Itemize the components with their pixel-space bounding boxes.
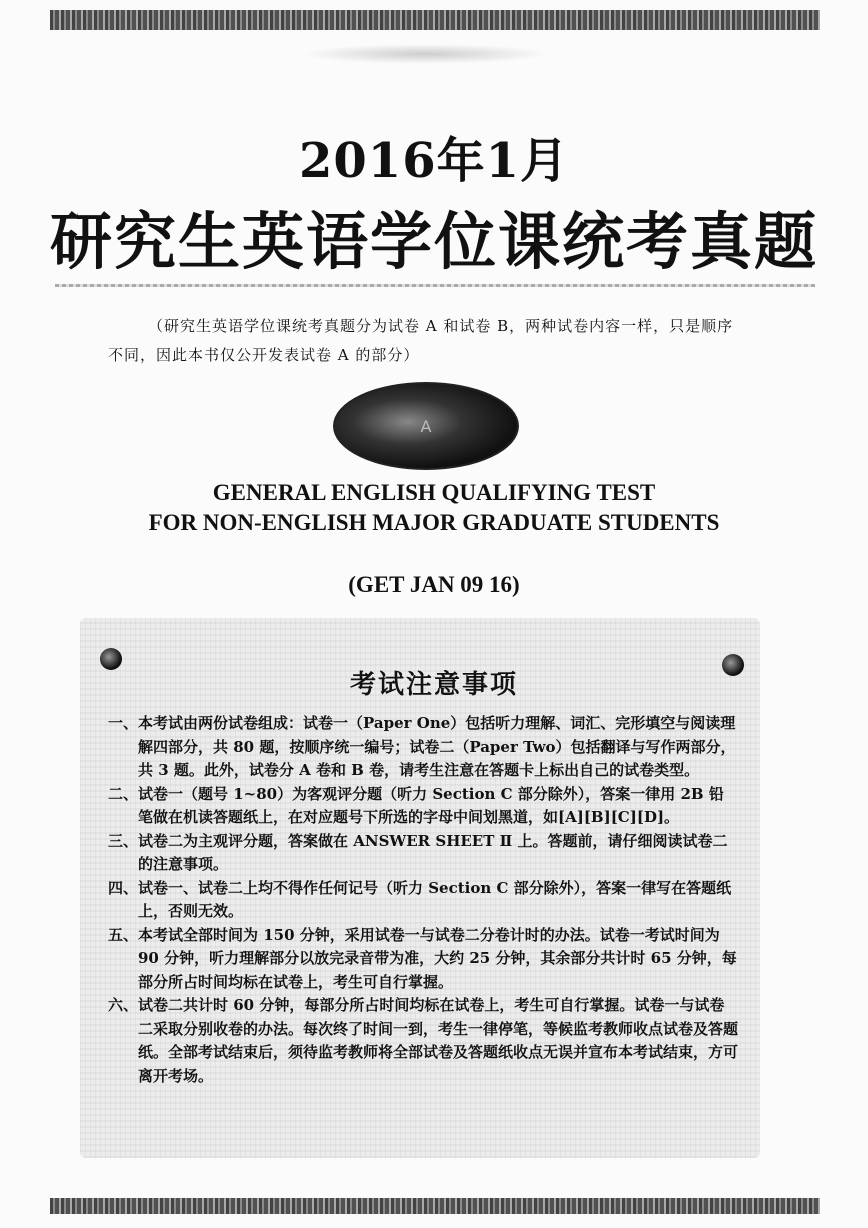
test-code: (GET JAN 09 16) [348, 572, 520, 597]
notice-item-number: 五、 [108, 925, 139, 944]
notice-item-text: 试卷二为主观评分题，答案做在 ANSWER SHEET Ⅱ 上。答题前，请仔细阅读试卷二的注意事项。 [138, 831, 728, 873]
notice-item-3 [108, 830, 738, 877]
notice-item-4 [108, 877, 738, 924]
scan-edge-bottom [50, 1198, 820, 1214]
title-rule [55, 284, 815, 287]
page-title: 研究生英语学位课统考真题 [49, 205, 818, 278]
english-title-line1: GENERAL ENGLISH QUALIFYING TEST [212, 480, 656, 505]
notice-item-text: 试卷一（题号 1~80）为客观评分题（听力 Section C 部分除外），答案一律用 2B 铅笔做在机读答题纸上，在对应题号下所选的字母中间划黑道，如[A][B][C][D]。 [138, 784, 724, 826]
notice-item-6 [108, 994, 738, 1088]
notice-title: 考试注意事项 [349, 670, 518, 700]
english-title-line2: FOR NON-ENGLISH MAJOR GRADUATE STUDENTS [148, 510, 720, 535]
notice-item-number: 四、 [108, 878, 139, 897]
notice-items [108, 712, 738, 1088]
scan-edge-top [50, 10, 820, 30]
notice-item-text: 试卷二共计时 60 分钟，每部分所占时间均标在试卷上，考生可自行掌握。试卷一与试卷二采取分别收卷的办法。每次终了时间一到，考生一律停笔，等候监考教师收点试卷及答题纸。全部考试结束后，须待监考教师将全部试卷及答题纸收点无误并宣布本考试结束，方可离开考场。 [138, 996, 739, 1085]
scan-smudge [300, 44, 550, 64]
intro-note: （研究生英语学位课统考真题分为试卷 A 和试卷 B，两种试卷内容一样，只是顺序不同，因此本书仅公开发表试卷 A 的部分） [108, 317, 734, 364]
notice-item-5 [108, 924, 738, 995]
notice-item-text: 本考试由两份试卷组成：试卷一（Paper One）包括听力理解、词汇、完形填空与阅读理解四部分，共 80 题，按顺序统一编号；试卷二（Paper Two）包括翻译与写作两部分，共 3 题。此外，试卷分 A 卷和 B 卷，请考生注意在答题卡上标出自己的试卷类型。 [138, 714, 736, 779]
notice-item-text: 试卷一、试卷二上均不得作任何记号（听力 Section C 部分除外），答案一律写在答题纸上，否则无效。 [138, 878, 732, 920]
notice-item-text: 本考试全部时间为 150 分钟，采用试卷一与试卷二分卷计时的办法。试卷一考试时间为 90 分钟，听力理解部分以放完录音带为准，大约 25 分钟，其余部分共计时 65 分钟，每部分所占时间均标在试卷上，考生可自行掌握。 [138, 925, 737, 991]
notice-item-2 [108, 783, 738, 830]
paper-type-badge [333, 382, 519, 470]
notice-item-1 [108, 712, 738, 783]
notice-item-number: 二、 [108, 784, 139, 803]
notice-item-number: 三、 [108, 831, 139, 850]
notice-item-number: 六、 [108, 996, 139, 1014]
paper-type-label: A [420, 416, 432, 436]
notice-item-number: 一、 [108, 714, 139, 732]
title-year-month: 2016年1月 [299, 133, 569, 189]
